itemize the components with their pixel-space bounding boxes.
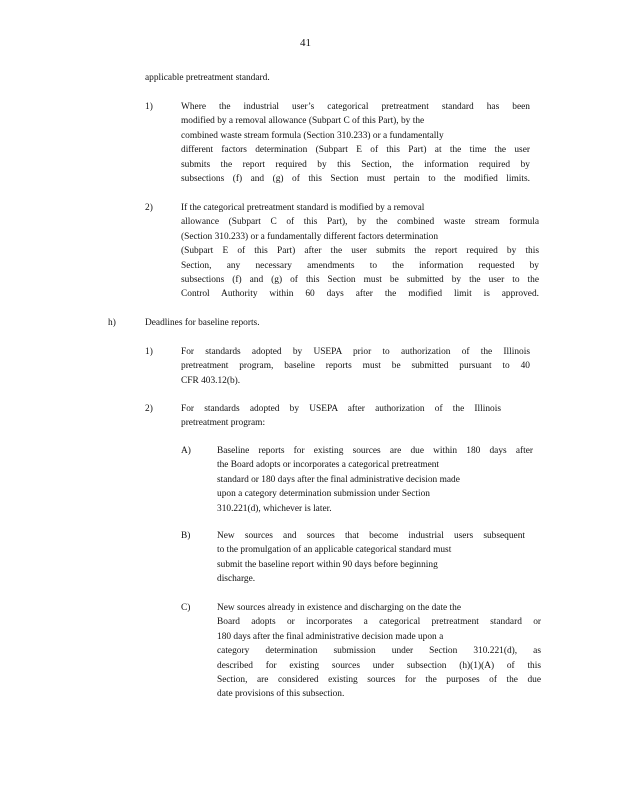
text-line: For standards adopted by USEPA prior to authorization of the Illinois [181, 347, 530, 357]
text-line: discharge. [217, 574, 256, 585]
subitem-marker: B) [181, 531, 191, 541]
text-line: modified by a removal allowance (Subpart C of this Part), by the [181, 116, 425, 127]
text-line: New sources and sources that become industrial users subsequent [217, 531, 525, 541]
paragraph-h1 [181, 345, 530, 388]
paragraph-h2a [217, 444, 533, 516]
text-line: standard or 180 days after the final administrative decision made [217, 474, 460, 485]
paragraph-h2b [217, 529, 525, 587]
text-line: described for existing sources under subsection (h)(1)(A) of this [217, 660, 541, 671]
page-number: 41 [300, 37, 311, 49]
text-line: pretreatment program: [181, 418, 266, 429]
text-line: pretreatment program, baseline reports must be submitted pursuant to 40 [181, 361, 530, 372]
subitem-marker: A) [181, 446, 191, 456]
text-line: submit the baseline report within 90 days before beginning [217, 559, 438, 570]
item-marker: 1) [145, 102, 153, 112]
text-line: to the promulgation of an applicable categorical standard must [217, 545, 452, 556]
text-line: category determination submission under Section 310.221(d), as [217, 646, 541, 657]
text-line: (Subpart E of this Part) after the user submits the report required by this [181, 246, 539, 257]
paragraph-h2 [181, 402, 501, 431]
section-heading: Deadlines for baseline reports. [145, 318, 260, 328]
paragraph-g2 [181, 201, 539, 302]
text-line: subsections (f) and (g) of this Section must pertain to the modified limits. [181, 174, 530, 185]
continuation-text: applicable pretreatment standard. [145, 73, 270, 83]
text-line: combined waste stream formula (Section 310.233) or a fundamentally [181, 130, 444, 141]
paragraph-g1 [181, 100, 530, 186]
text-line: 310.221(d), whichever is later. [217, 503, 332, 514]
item-marker: 1) [145, 347, 153, 357]
text-line: Section, are considered existing sources for the purposes of the due [217, 675, 541, 686]
section-marker: h) [108, 318, 116, 328]
item-marker: 2) [145, 203, 153, 213]
subitem-marker: C) [181, 603, 191, 613]
text-line: CFR 403.12(b). [181, 375, 241, 386]
text-line: If the categorical pretreatment standard is modified by a removal [181, 203, 425, 213]
text-line: Control Authority within 60 days after the modified limit is approved. [181, 289, 539, 300]
text-line: For standards adopted by USEPA after authorization of the Illinois [181, 404, 501, 414]
text-line: submits the report required by this Section, the information required by [181, 159, 530, 170]
text-line: allowance (Subpart C of this Part), by the combined waste stream formula [181, 217, 539, 228]
text-line: date provisions of this subsection. [217, 689, 345, 700]
item-marker: 2) [145, 404, 153, 414]
text-line: New sources already in existence and discharging on the date the [217, 603, 462, 613]
text-line: Section, any necessary amendments to the information requested by [181, 260, 539, 271]
paragraph-h2c [217, 601, 541, 702]
text-line: the Board adopts or incorporates a categorical pretreatment [217, 460, 440, 471]
text-line: Where the industrial user’s categorical pretreatment standard has been [181, 102, 530, 112]
text-line: different factors determination (Subpart E of this Part) at the time the user [181, 145, 530, 156]
text-line: Baseline reports for existing sources are due within 180 days after [217, 446, 533, 456]
text-line: upon a category determination submission under Section [217, 489, 430, 500]
text-line: subsections (f) and (g) of this Section must be submitted by the user to the [181, 275, 539, 286]
text-line: 180 days after the final administrative decision made upon a [217, 631, 444, 642]
text-line: Board adopts or incorporates a categorical pretreatment standard or [217, 617, 541, 628]
text-line: (Section 310.233) or a fundamentally different factors determination [181, 231, 439, 242]
